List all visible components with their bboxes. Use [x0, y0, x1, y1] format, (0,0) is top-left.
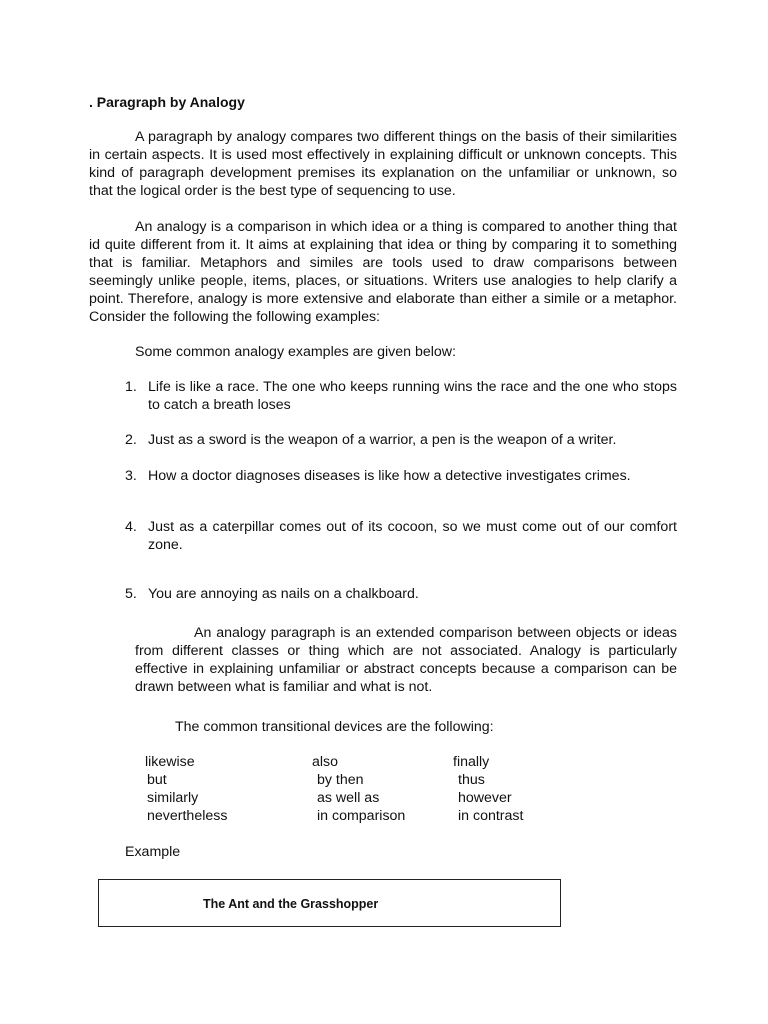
- table-cell: also: [312, 754, 339, 770]
- table-row: [145, 772, 558, 790]
- list-item: [125, 431, 677, 449]
- list-item-number: 1.: [125, 379, 137, 395]
- paragraph-definition: A paragraph by analogy compares two different things on the basis of their similarities in certain aspects. It is used most effectively in explaining difficult or unknown concepts. This kind of paragraph development premises its explanation on the unfamiliar or unknown, so that the logical order is the best type of sequencing to use.: [89, 129, 677, 200]
- table-cell: as well as: [317, 790, 380, 806]
- table-cell: but: [147, 772, 167, 788]
- list-item-text: Just as a caterpillar comes out of its cocoon, so we must come out of our comfort zone.: [148, 519, 677, 554]
- list-item: [125, 467, 677, 485]
- table-cell: however: [458, 790, 512, 806]
- table-row: [145, 808, 558, 826]
- table-cell: by then: [317, 772, 364, 788]
- table-cell: likewise: [145, 754, 195, 770]
- list-item-text: Just as a sword is the weapon of a warrior, a pen is the weapon of a writer.: [148, 432, 617, 448]
- paragraph-analogy-explanation: An analogy is a comparison in which idea or a thing is compared to another thing that id quite different from it. It aims at explaining that idea or thing by comparing it to something that is familiar. Metaphors and similes are tools used to draw comparisons between seemingly unlike people, items, places, or situations. Writers use analogies to help clarify a point. Therefore, analogy is more extensive and elaborate than either a simile or a metaphor. Consider the following the following examples:: [89, 219, 677, 326]
- example-box: [98, 879, 561, 927]
- list-item: [125, 518, 677, 554]
- table-row: [145, 754, 558, 772]
- examples-intro: Some common analogy examples are given below:: [135, 344, 456, 360]
- transitions-intro: The common transitional devices are the following:: [175, 719, 494, 735]
- table-cell: in contrast: [458, 808, 524, 824]
- table-cell: thus: [458, 772, 485, 788]
- list-item: [125, 585, 677, 603]
- table-cell: similarly: [147, 790, 199, 806]
- section-heading: . Paragraph by Analogy: [89, 94, 245, 110]
- transitional-devices-table: [145, 754, 558, 826]
- list-item-number: 4.: [125, 519, 137, 535]
- table-cell: nevertheless: [147, 808, 228, 824]
- table-cell: in comparison: [317, 808, 406, 824]
- list-item: [125, 378, 677, 414]
- list-item-text: Life is like a race. The one who keeps running wins the race and the one who stops to catch a breath loses: [148, 379, 677, 414]
- list-item-number: 5.: [125, 586, 137, 602]
- list-item-number: 3.: [125, 468, 137, 484]
- list-item-text: How a doctor diagnoses diseases is like how a detective investigates crimes.: [148, 468, 631, 484]
- table-cell: finally: [453, 754, 490, 770]
- paragraph-analogy-extended: An analogy paragraph is an extended comparison between objects or ideas from different classes or thing which are not associated. Analogy is particularly effective in explaining unfamiliar or abstract concepts because a comparison can be drawn between what is familiar and what is not.: [135, 625, 677, 696]
- list-item-text: You are annoying as nails on a chalkboard.: [148, 586, 419, 602]
- list-item-number: 2.: [125, 432, 137, 448]
- table-row: [145, 790, 558, 808]
- story-title: The Ant and the Grasshopper: [203, 897, 379, 911]
- example-label: Example: [125, 844, 181, 860]
